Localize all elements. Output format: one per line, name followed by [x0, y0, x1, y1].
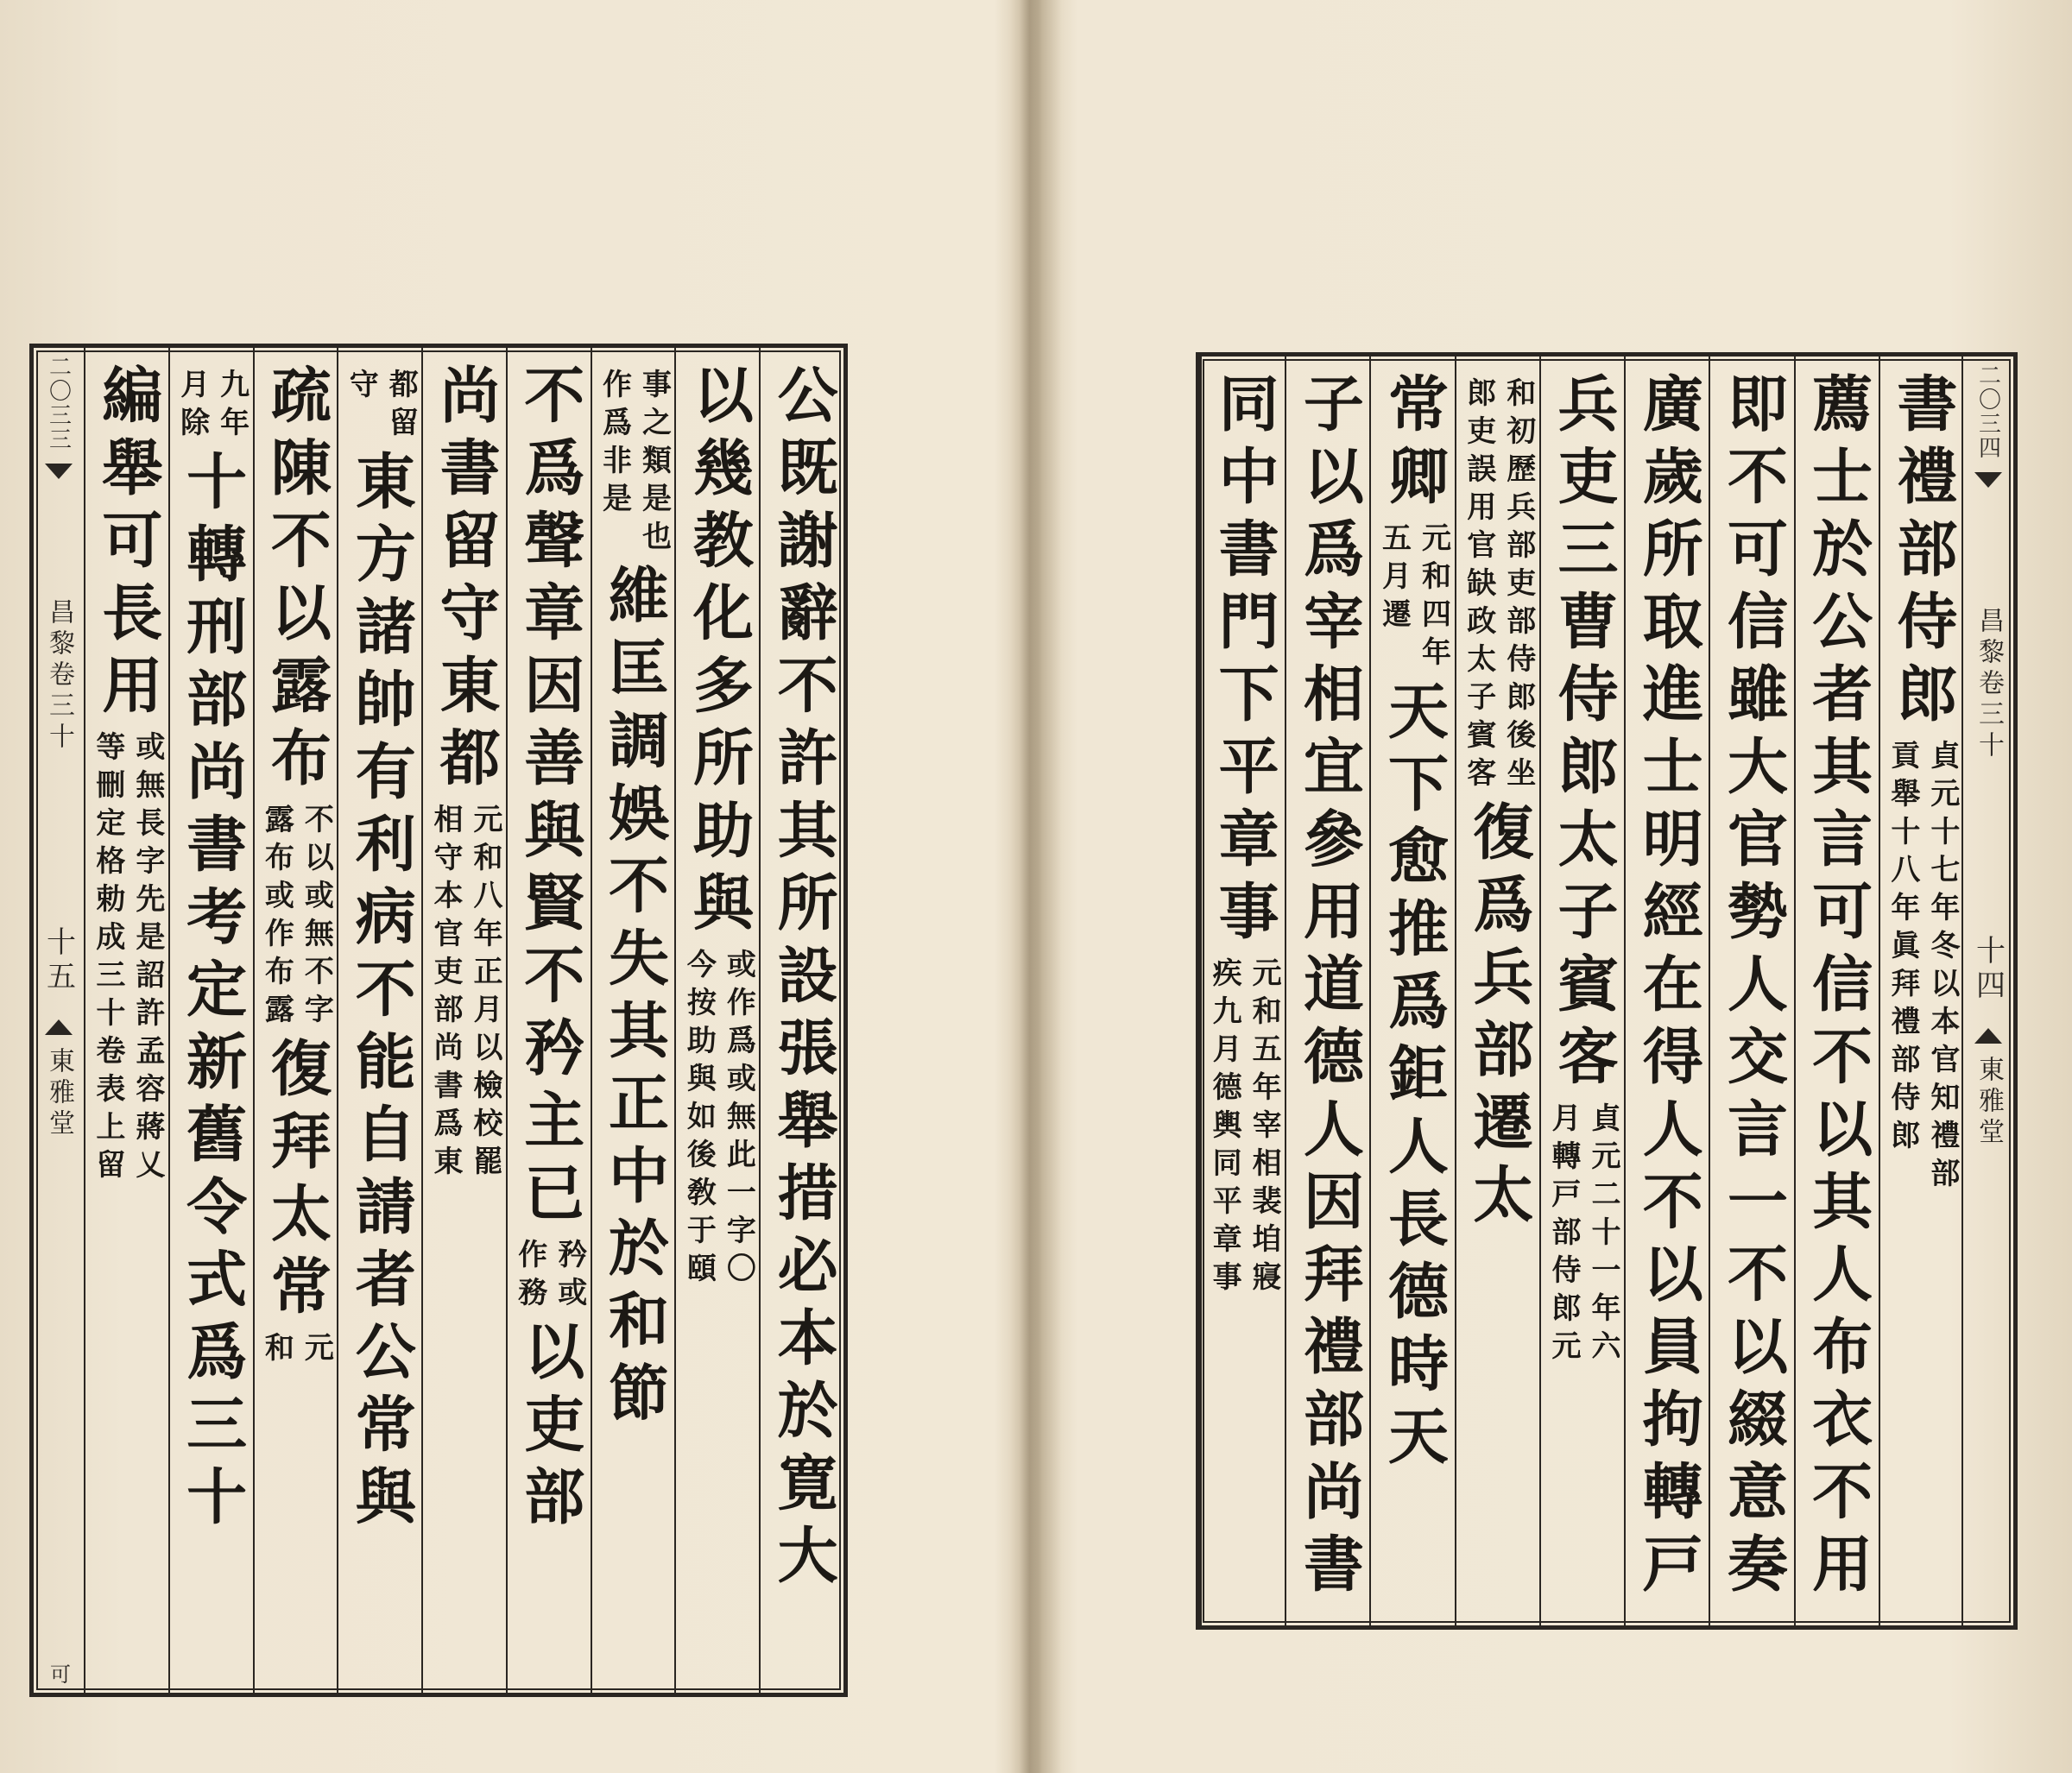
right-page — [1040, 0, 2072, 1773]
main-text-segment: 書禮部侍郎 — [1886, 372, 1959, 735]
commentary-line-left: 貢舉十八年眞拜禮部侍郎 — [1885, 740, 1920, 1158]
text-column — [1709, 356, 1795, 1625]
text-column — [253, 348, 339, 1693]
commentary-note — [513, 1239, 587, 1315]
column-body — [91, 363, 165, 1192]
main-text-segment: 子以爲宰相宜參用道德人因拜禮部尚書 — [1293, 372, 1366, 1605]
commentary-line-left: 守 — [344, 369, 379, 407]
left-margin-title: 昌黎卷三十 — [44, 598, 74, 754]
commentary-line-left: 五月遷 — [1376, 522, 1412, 636]
commentary-line-right: 和初歷兵部吏部侍郎後坐 — [1500, 377, 1536, 795]
main-text-segment: 不爲聲章因善與賢不矜主已 — [514, 363, 586, 1234]
main-text-segment: 同中書門下平章事 — [1209, 372, 1281, 952]
main-text-segment: 復拜太常 — [261, 1037, 333, 1327]
text-column — [591, 348, 677, 1693]
text-column — [1539, 356, 1626, 1625]
text-column — [168, 348, 255, 1693]
column-body — [1546, 372, 1620, 1373]
column-body — [259, 363, 333, 1375]
column-body — [681, 363, 755, 1296]
left-margin-strip — [34, 348, 85, 1693]
commentary-note — [344, 369, 418, 445]
left-page — [0, 0, 1032, 1773]
text-column — [1200, 356, 1286, 1625]
column-body — [1377, 372, 1451, 1477]
left-page-frame — [29, 344, 848, 1697]
commentary-note — [1377, 522, 1451, 674]
text-column — [1455, 356, 1541, 1625]
commentary-note — [1207, 957, 1281, 1299]
left-margin-code: 二〇三三 — [45, 355, 72, 451]
commentary-line-right: 貞元十七年冬以本官知禮部 — [1924, 740, 1960, 1196]
text-column — [1285, 356, 1371, 1625]
main-text-segment: 疏陳不以露布 — [261, 363, 333, 798]
right-margin-code: 二〇三四 — [1974, 363, 2001, 460]
main-text-segment: 兵吏三曹侍郎太子賓客 — [1547, 372, 1620, 1097]
commentary-line-right: 矜或 — [552, 1239, 587, 1315]
main-text-segment: 天下愈推爲鉅人長德時天 — [1378, 679, 1450, 1477]
right-margin-strip — [1961, 356, 2013, 1625]
column-body — [513, 363, 587, 1537]
commentary-line-left: 今按助與如後敎于頤 — [681, 949, 717, 1290]
commentary-line-left: 相守本官吏部尚書爲東 — [427, 804, 463, 1183]
commentary-note — [91, 731, 165, 1187]
commentary-line-left: 郎吏誤用官缺政太子賓客 — [1461, 377, 1496, 795]
commentary-note — [1886, 740, 1960, 1196]
commentary-line-right: 元和四年 — [1416, 522, 1451, 674]
commentary-note — [428, 804, 502, 1183]
main-text-segment: 東方諸帥有利病不能自請者公常與 — [345, 450, 418, 1537]
commentary-line-right: 九年 — [214, 369, 250, 445]
commentary-line-left: 月除 — [174, 369, 210, 445]
commentary-note — [597, 369, 672, 558]
right-margin-title: 昌黎卷三十 — [1974, 607, 2004, 762]
commentary-line-left: 等刪定格勅成三十卷表上留 — [90, 731, 125, 1187]
text-column — [759, 348, 845, 1693]
main-text-segment: 常卿 — [1378, 372, 1450, 517]
commentary-note — [175, 369, 250, 445]
main-text-segment: 編舉可長用 — [92, 363, 164, 726]
column-body — [1802, 372, 1874, 1605]
commentary-line-left: 和 — [259, 1332, 294, 1370]
commentary-line-left: 作爲非是 — [597, 369, 632, 521]
commentary-line-right: 元 — [299, 1332, 334, 1370]
main-text-segment: 以吏部 — [514, 1320, 586, 1537]
right-margin-folio: 十四 — [1970, 935, 2006, 1004]
main-text-segment: 以幾教化多所助與 — [683, 363, 755, 943]
fish-tail-lower-icon — [41, 1004, 76, 1038]
commentary-line-left: 露布或作布露 — [259, 804, 294, 1032]
text-column — [1794, 356, 1880, 1625]
right-text-columns — [1200, 356, 1963, 1625]
column-body — [1717, 372, 1790, 1605]
commentary-line-right: 貞元二十一年六 — [1585, 1102, 1620, 1368]
text-column — [506, 348, 592, 1693]
text-column — [84, 348, 170, 1693]
column-body — [597, 363, 672, 1434]
left-text-columns — [84, 348, 843, 1693]
commentary-line-right: 或作爲或無此一字〇 — [721, 949, 756, 1290]
fish-tail-lower-icon — [1971, 1013, 2006, 1047]
text-column — [1879, 356, 1965, 1625]
main-text-segment: 即不可信雖大官勢人交言一不以綴意奏 — [1717, 372, 1790, 1605]
commentary-line-left: 作務 — [512, 1239, 547, 1315]
main-text-segment: 十轉刑部尚書考定新舊令式爲三十 — [176, 450, 249, 1537]
left-margin-folio: 十五 — [41, 926, 76, 995]
commentary-line-right: 事之類是也 — [636, 369, 672, 558]
text-column — [1624, 356, 1710, 1625]
left-margin-hall: 東雅堂 — [44, 1047, 74, 1140]
column-body — [1633, 372, 1705, 1605]
commentary-line-right: 或無長字先是詔許孟容蔣乂 — [130, 731, 165, 1187]
column-body — [344, 363, 418, 1537]
column-body — [1462, 372, 1536, 1235]
main-text-segment: 維匡調娛不失其正中於和節 — [598, 564, 671, 1434]
commentary-note — [259, 804, 333, 1032]
commentary-note — [1546, 1102, 1620, 1368]
left-margin-bottom-char: 可 — [46, 1663, 71, 1684]
text-column — [674, 348, 761, 1693]
column-body — [1207, 372, 1281, 1304]
main-text-segment: 公既謝辭不許其所設張舉措必本於寛大 — [768, 363, 840, 1596]
commentary-note — [681, 949, 755, 1290]
main-text-segment: 復爲兵部遷太 — [1462, 800, 1535, 1235]
text-column — [1369, 356, 1456, 1625]
commentary-line-left: 疾九月德輿同平章事 — [1207, 957, 1242, 1299]
text-column — [421, 348, 508, 1693]
commentary-line-right: 元和八年正月以檢校罷 — [467, 804, 502, 1183]
commentary-line-right: 都留 — [383, 369, 419, 445]
fish-tail-mark-icon — [41, 460, 76, 495]
main-text-segment: 廣歲所取進士明經在得人不以員拘轉戸 — [1633, 372, 1705, 1605]
column-body — [428, 363, 502, 1189]
fish-tail-mark-icon — [1971, 469, 2006, 503]
right-margin-hall: 東雅堂 — [1974, 1056, 2004, 1149]
commentary-line-right: 元和五年宰相裴垍寢 — [1247, 957, 1282, 1299]
commentary-note — [1462, 377, 1536, 795]
commentary-line-left: 月轉戸部侍郎元 — [1545, 1102, 1581, 1368]
commentary-line-right: 不以或無不字 — [299, 804, 334, 1032]
column-body — [768, 363, 840, 1596]
column-body — [1886, 372, 1960, 1201]
column-body — [175, 363, 250, 1537]
text-column — [337, 348, 423, 1693]
main-text-segment: 薦士於公者其言可信不以其人布衣不用 — [1802, 372, 1874, 1605]
column-body — [1293, 372, 1366, 1605]
right-page-frame — [1196, 352, 2018, 1630]
commentary-note — [259, 1332, 333, 1370]
main-text-segment: 尚書留守東都 — [429, 363, 502, 798]
